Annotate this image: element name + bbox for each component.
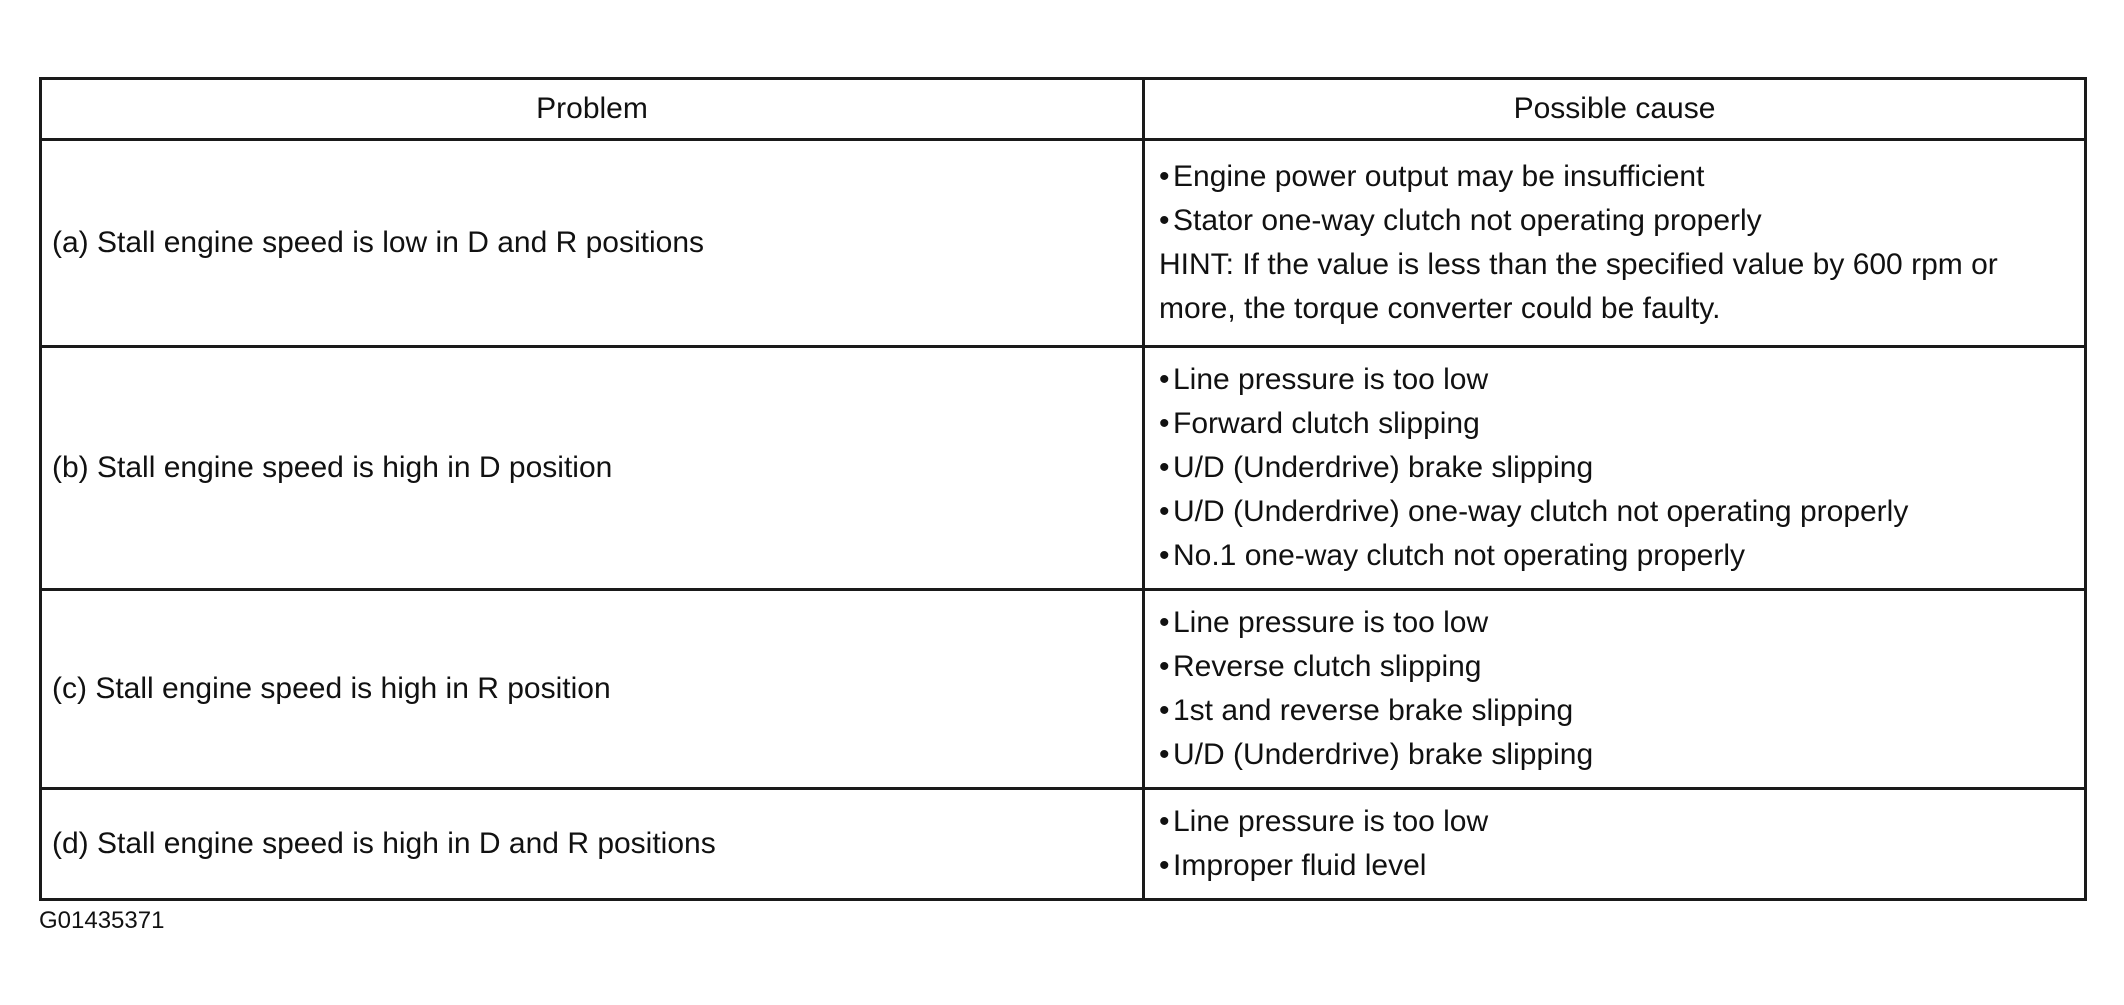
header-possible-cause: Possible cause xyxy=(1144,79,2086,140)
cause-text: U/D (Underdrive) brake slipping xyxy=(1173,738,1594,771)
cause-item xyxy=(1159,534,2072,578)
header-problem: Problem xyxy=(41,79,1144,140)
hint-note: HINT: If the value is less than the specified value by 600 rpm or more, the torque converter could be faulty. xyxy=(1159,248,1998,325)
cause-cell xyxy=(1144,590,2086,789)
cause-item xyxy=(1159,733,2072,777)
cause-item xyxy=(1159,645,2072,689)
cause-text: Engine power output may be insufficient xyxy=(1173,160,1705,193)
cause-cell xyxy=(1144,140,2086,347)
bullet-icon: • xyxy=(1159,363,1170,396)
bullet-icon: • xyxy=(1159,738,1170,771)
cause-item xyxy=(1159,844,2072,888)
problem-cell: (b) Stall engine speed is high in D position xyxy=(41,347,1144,590)
cause-text: Line pressure is too low xyxy=(1173,606,1489,639)
table-row xyxy=(41,347,2086,590)
problem-cell: (d) Stall engine speed is high in D and R positions xyxy=(41,789,1144,900)
cause-item xyxy=(1159,155,2072,199)
cause-item xyxy=(1159,800,2072,844)
cause-text: U/D (Underdrive) one-way clutch not operating properly xyxy=(1173,495,1909,528)
bullet-icon: • xyxy=(1159,650,1170,683)
cause-text: Line pressure is too low xyxy=(1173,805,1489,838)
stall-test-diagnosis-table xyxy=(39,77,2087,901)
bullet-icon: • xyxy=(1159,694,1170,727)
table-header-row xyxy=(41,79,2086,140)
table-row xyxy=(41,140,2086,347)
cause-cell xyxy=(1144,789,2086,900)
bullet-icon: • xyxy=(1159,407,1170,440)
bullet-icon: • xyxy=(1159,160,1170,193)
bullet-icon: • xyxy=(1159,204,1170,237)
bullet-icon: • xyxy=(1159,606,1170,639)
cause-item xyxy=(1159,601,2072,645)
bullet-icon: • xyxy=(1159,495,1170,528)
cause-text: U/D (Underdrive) brake slipping xyxy=(1173,451,1594,484)
cause-text: Stator one-way clutch not operating properly xyxy=(1173,204,1762,237)
cause-cell xyxy=(1144,347,2086,590)
cause-text: Improper fluid level xyxy=(1173,849,1427,882)
bullet-icon: • xyxy=(1159,539,1170,572)
table-row xyxy=(41,590,2086,789)
cause-text: Reverse clutch slipping xyxy=(1173,650,1482,683)
cause-item xyxy=(1159,199,2072,243)
bullet-icon: • xyxy=(1159,849,1170,882)
bullet-icon: • xyxy=(1159,805,1170,838)
cause-text: No.1 one-way clutch not operating properly xyxy=(1173,539,1745,572)
cause-item xyxy=(1159,358,2072,402)
problem-cell: (a) Stall engine speed is low in D and R positions xyxy=(41,140,1144,347)
bullet-icon: • xyxy=(1159,451,1170,484)
problem-cell: (c) Stall engine speed is high in R position xyxy=(41,590,1144,789)
cause-item xyxy=(1159,689,2072,733)
cause-item xyxy=(1159,402,2072,446)
cause-text: Line pressure is too low xyxy=(1173,363,1489,396)
diagnosis-table-container xyxy=(39,77,2084,901)
table-row xyxy=(41,789,2086,900)
cause-text: Forward clutch slipping xyxy=(1173,407,1480,440)
cause-item xyxy=(1159,490,2072,534)
figure-reference-code: G01435371 xyxy=(39,907,165,934)
cause-text: 1st and reverse brake slipping xyxy=(1173,694,1574,727)
cause-item xyxy=(1159,446,2072,490)
